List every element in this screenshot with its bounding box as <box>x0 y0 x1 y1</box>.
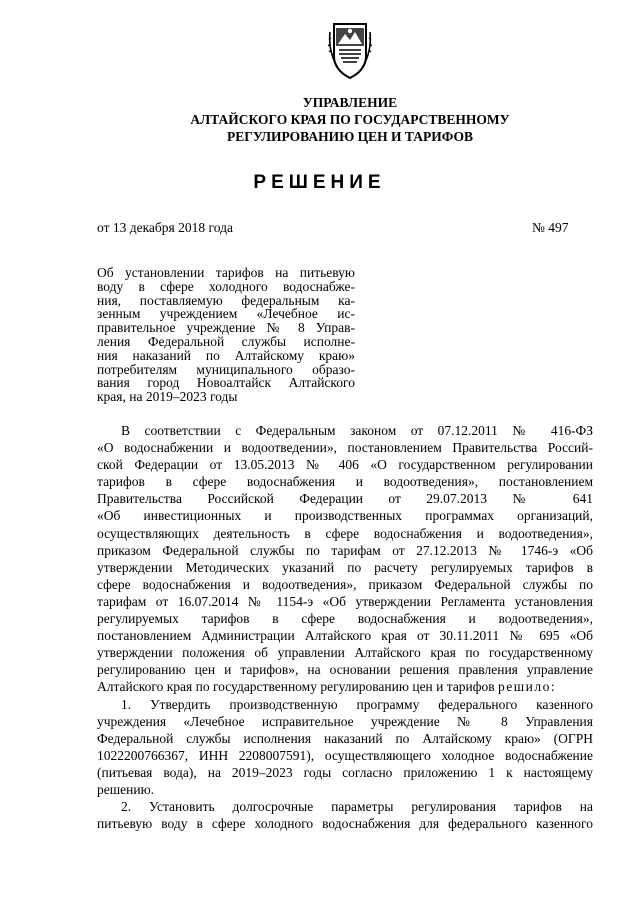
body-line-decision <box>97 678 593 695</box>
agency-line: РЕГУЛИРОВАНИЮ ЦЕН И ТАРИФОВ <box>226 129 474 144</box>
item-1-line: 1022200766367, ИНН 2208007591), осуществляющего холодное водоснабжение <box>97 747 593 763</box>
subject-line: зенным учреждением «Лечебное ис- <box>97 306 355 322</box>
agency-line: УПРАВЛЕНИЕ <box>302 95 398 110</box>
item-1-line: 1. Утвердить производственную программу федерального казенного <box>121 696 593 712</box>
body-line: ской Федерации от 13.05.2013 № 406 «О государственном регулировании <box>97 457 593 473</box>
document-type-title: РЕШЕНИЕ <box>253 172 386 193</box>
body-line: постановлением Администрации Алтайского края от 30.11.2011 № 695 «Об <box>97 628 593 644</box>
item-1-line: учреждения «Лечебное исправительное учреждение № 8 Управления <box>97 713 593 729</box>
subject-line: ния, поставляемую федеральным ка- <box>97 292 355 308</box>
body-line: осуществляющих деятельность в сфере водоснабжения и водоотведения», <box>97 525 593 541</box>
body-line: утверждении положения об управлении Алтайского края по государственному <box>97 645 593 661</box>
body-line: регулируемых тарифов в сфере водоснабжения и водоотведения», <box>97 611 593 627</box>
body-line: утверждении Методических указаний по расчету регулируемых тарифов в <box>97 559 593 575</box>
body-line: тарифам от 16.07.2014 № 1154-э «Об утверждении Регламента установления <box>97 593 593 609</box>
subject-line: Об установлении тарифов на питьевую <box>97 265 355 280</box>
subject-line: ления Федеральной службы исполне- <box>97 333 355 349</box>
body-line: «Об инвестиционных и производственных программах организаций, <box>97 508 593 524</box>
subject-line: воду в сфере холодного водоснабже- <box>97 278 355 294</box>
decided-word: решило: <box>498 679 557 695</box>
subject-line: ния наказаний по Алтайскому краю» <box>97 347 355 363</box>
item-1-line: Федеральной службы исполнения наказаний по Алтайскому краю» (ОГРН <box>97 730 593 746</box>
document-body <box>97 422 593 832</box>
document-subject <box>97 266 355 404</box>
coat-of-arms-emblem <box>328 22 372 80</box>
subject-line: края, на 2019–2023 годы <box>97 389 238 405</box>
item-2-line: питьевую воду в сфере холодного водоснабжения для федерального казенного <box>97 816 593 832</box>
body-line: приказом Федеральной службы по тарифам от 27.12.2013 № 1746-э «Об <box>97 542 593 558</box>
subject-line: правительное учреждение № 8 Управ- <box>97 320 355 336</box>
body-line: «О водоснабжении и водоотведении», постановлением Правительства Россий- <box>97 440 593 456</box>
document-date: от 13 декабря 2018 года <box>97 220 233 235</box>
agency-line: АЛТАЙСКОГО КРАЯ ПО ГОСУДАРСТВЕННОМУ <box>190 112 510 127</box>
item-1-line: решению. <box>97 781 155 797</box>
body-line: регулированию цен и тарифов», на основании решения правления управление <box>97 662 593 678</box>
body-line: В соответствии с Федеральным законом от 07.12.2011 № 416-ФЗ <box>121 423 593 438</box>
item-2-line: 2. Установить долгосрочные параметры регулирования тарифов на <box>121 799 593 815</box>
body-line: сфере водоснабжения и водоотведения», приказом Федеральной службы по <box>97 576 593 592</box>
body-line-text: Алтайского края по государственному регулированию цен и тарифов <box>97 679 495 695</box>
agency-name <box>150 94 550 145</box>
item-1-line: (питьевая вода), на 2019–2023 годы согласно приложению 1 к настоящему <box>97 764 593 780</box>
subject-line: вания город Новоалтайск Алтайского <box>97 375 355 391</box>
body-line: Правительства Российской Федерации от 29.07.2013 № 641 <box>97 491 593 507</box>
subject-line: потребителям муниципального образо- <box>97 361 355 377</box>
body-line: тарифов в сфере водоснабжения и водоотведения», постановлением <box>97 474 593 490</box>
document-number: № 497 <box>532 220 569 235</box>
